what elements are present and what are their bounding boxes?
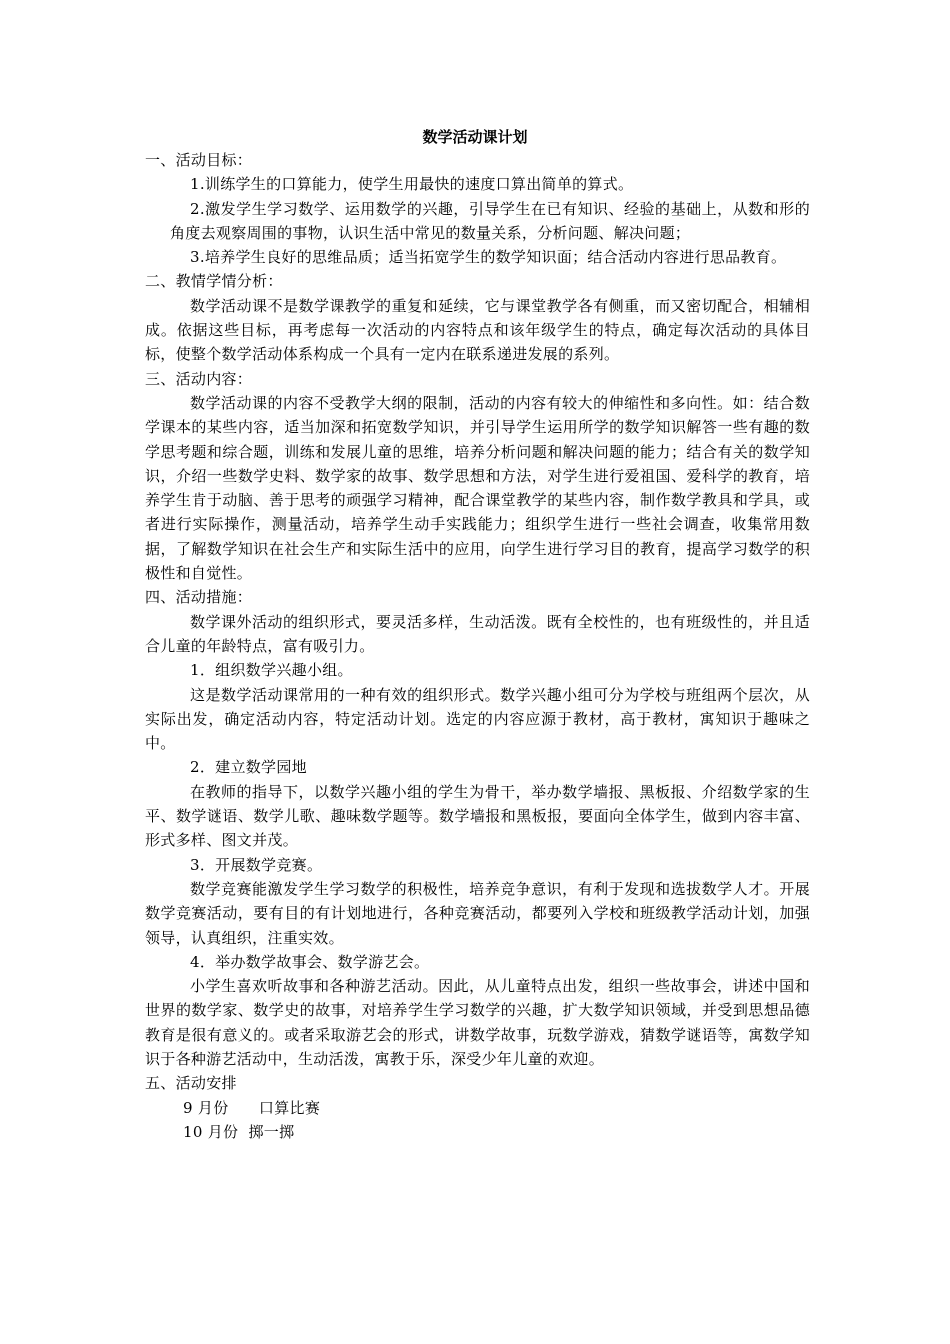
- section-heading-analysis: 二、教情学情分析：: [145, 272, 283, 291]
- goal-item-2: 2.激发学生学习数学、运用数学的兴趣，引导学生在已有知识、经验的基础上，从数和形的角度去观察周围的事物，认识生活中常见的数量关系，分析问题、解决问题；: [170, 199, 810, 242]
- measure-3-paragraph: 数学竞赛能激发学生学习数学的积极性，培养竞争意识，有利于发现和选拔数学人才。开展数学竞赛活动，要有目的有计划地进行，各种竞赛活动，都要列入学校和班级教学活动计划，加强领导，认真组织，注重实效。: [145, 879, 810, 947]
- measure-4-title: 4．举办数学故事会、数学游艺会。: [190, 952, 430, 971]
- measure-2-paragraph: 在教师的指导下，以数学兴趣小组的学生为骨干，举办数学墙报、黑板报、介绍数学家的生平、数学谜语、数学儿歌、趣味数学题等。数学墙报和黑板报，要面向全体学生，做到内容丰富、形式多样、图文并茂。: [145, 782, 810, 850]
- analysis-paragraph: 数学活动课不是数学课教学的重复和延续，它与课堂教学各有侧重，而又密切配合，相辅相成。依据这些目标，再考虑每一次活动的内容特点和该年级学生的特点，确定每次活动的具体目标，使整个数学活动体系构成一个具有一定内在联系递进发展的系列。: [145, 296, 810, 364]
- schedule-item-1: 9 月份 口算比赛: [183, 1098, 321, 1117]
- measure-1-title: 1．组织数学兴趣小组。: [190, 661, 353, 680]
- goal-item-1: 1.训练学生的口算能力，使学生用最快的速度口算出简单的算式。: [190, 175, 634, 194]
- content-paragraph: 数学活动课的内容不受教学大纲的限制，活动的内容有较大的伸缩性和多向性。如：结合数学课本的某些内容，适当加深和拓宽数学知识，并引导学生运用所学的数学知识解答一些有趣的数学思考题和综合题，训练和发展儿童的思维，培养分析问题和解决问题的能力；结合有关的数学知识，介绍一些数学史料、数学家的故事、数学思想和方法，对学生进行爱祖国、爱科学的教育，培养学生肯于动脑、善于思考的顽强学习精神，配合课堂教学的某些内容，制作数学教具和学具，或者进行实际操作，测量活动，培养学生动手实践能力；组织学生进行一些社会调查，收集常用数据，了解数学知识在社会生产和实际生活中的应用，向学生进行学习目的教育，提高学习数学的积极性和自觉性。: [145, 393, 810, 583]
- section-heading-content: 三、活动内容：: [145, 369, 253, 388]
- section-heading-goals: 一、活动目标：: [145, 151, 253, 169]
- section-heading-schedule: 五、活动安排: [145, 1074, 237, 1093]
- section-heading-measures: 四、活动措施：: [145, 588, 253, 607]
- measure-2-title: 2．建立数学园地: [190, 758, 307, 777]
- document-title: 数学活动课计划: [422, 128, 528, 146]
- measure-3-title: 3．开展数学竞赛。: [190, 855, 323, 874]
- measures-intro-paragraph: 数学课外活动的组织形式，要灵活多样，生动活泼。既有全校性的，也有班级性的，并且适合儿童的年龄特点，富有吸引力。: [145, 612, 810, 655]
- goal-item-3: 3.培养学生良好的思维品质；适当拓宽学生的数学知识面；结合活动内容进行思品教育。: [190, 248, 787, 267]
- measure-4-paragraph: 小学生喜欢听故事和各种游艺活动。因此，从儿童特点出发，组织一些故事会，讲述中国和世界的数学家、数学史的故事，对培养学生学习数学的兴趣，扩大数学知识领域，并受到思想品德教育是很有意义的。或者采取游艺会的形式，讲数学故事，玩数学游戏，猜数学谜语等，寓数学知识于各种游艺活动中，生动活泼，寓教于乐，深受少年儿童的欢迎。: [145, 977, 810, 1068]
- measure-1-paragraph: 这是数学活动课常用的一种有效的组织形式。数学兴趣小组可分为学校与班组两个层次，从实际出发，确定活动内容，特定活动计划。选定的内容应源于教材，高于教材，寓知识于趣味之中。: [145, 685, 810, 753]
- document-body: [145, 148, 810, 1144]
- schedule-item-2: 10 月份 掷一掷: [183, 1122, 295, 1141]
